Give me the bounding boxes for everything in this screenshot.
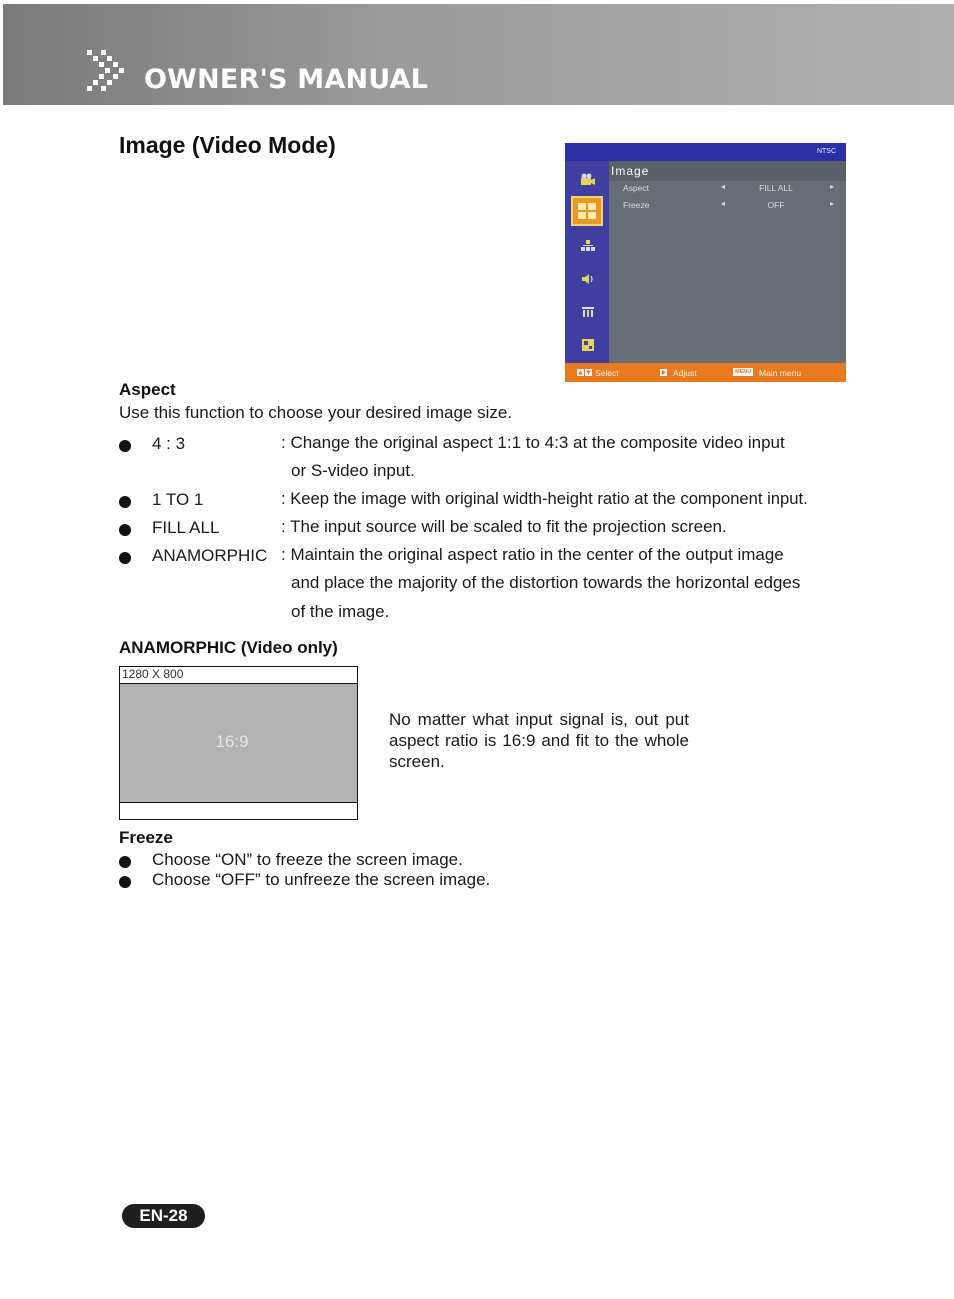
freeze-heading: Freeze xyxy=(119,828,173,847)
osd-footer-main-menu: Main menu xyxy=(759,368,802,378)
image-icon xyxy=(571,196,603,226)
aspect-desc-anamorphic-cont: and place the majority of the distortion towards the horizontal edges xyxy=(291,573,801,592)
aspect-heading: Aspect xyxy=(119,380,176,399)
aspect-desc-4-3: : Change the original aspect 1:1 to 4:3 at the composite video input xyxy=(281,433,785,452)
anamorphic-heading: ANAMORPHIC (Video only) xyxy=(119,638,338,657)
aspect-term-fill-all: FILL ALL xyxy=(152,518,220,537)
aspect-desc-fill-all: : The input source will be scaled to fit the projection screen. xyxy=(281,517,727,536)
bullet-icon xyxy=(119,496,131,508)
aspect-intro: Use this function to choose your desired image size. xyxy=(119,403,513,422)
aspect-screen-area xyxy=(120,683,357,803)
osd-row-value: FILL ALL xyxy=(759,183,793,193)
double-chevron-right-icon xyxy=(87,50,131,94)
settings-icon xyxy=(577,301,599,323)
osd-row-value: OFF xyxy=(767,200,785,210)
osd-menu-panel xyxy=(609,161,846,363)
osd-menu-title: Image xyxy=(611,164,650,178)
up-down-arrows-icon xyxy=(577,369,593,377)
aspect-term-1-to-1: 1 TO 1 xyxy=(152,490,204,509)
page-number: EN-28 xyxy=(122,1204,205,1228)
arrow-left-icon[interactable]: ◂ xyxy=(721,182,726,191)
osd-row-label: Aspect xyxy=(623,183,649,193)
osd-row-freeze[interactable] xyxy=(609,198,846,213)
osd-sidebar xyxy=(565,161,609,363)
aspect-desc-1-to-1: : Keep the image with original width-height ratio at the component input. xyxy=(281,489,808,508)
osd-footer-select: Select xyxy=(595,368,619,378)
osd-menu-header xyxy=(609,161,846,181)
speaker-icon xyxy=(577,268,599,290)
aspect-desc-anamorphic: : Maintain the original aspect ratio in the center of the output image xyxy=(281,545,784,564)
aspect-desc-anamorphic-cont2: of the image. xyxy=(291,602,390,621)
aspect-ratio-label: 16:9 xyxy=(215,732,249,751)
anamorphic-description: No matter what input signal is, out put aspect ratio is 16:9 and fit to the whole screen. xyxy=(389,710,689,771)
osd-menu-screenshot xyxy=(565,143,846,382)
anamorphic-diagram xyxy=(119,666,358,820)
osd-signal-label: NTSC xyxy=(816,148,836,155)
bullet-icon xyxy=(119,876,131,888)
info-icon xyxy=(577,334,599,356)
bullet-icon xyxy=(119,856,131,868)
osd-row-label: Freeze xyxy=(623,200,650,210)
network-icon xyxy=(577,235,599,257)
bullet-icon xyxy=(119,524,131,536)
freeze-item-off: Choose “OFF” to unfreeze the screen image. xyxy=(152,870,491,889)
bullet-icon xyxy=(119,440,131,452)
menu-key-badge: MENU xyxy=(735,369,752,375)
aspect-term-4-3: 4 : 3 xyxy=(152,434,186,453)
camera-icon xyxy=(577,169,599,191)
resolution-label: 1280 X 800 xyxy=(122,667,184,681)
arrow-right-icon[interactable]: ▸ xyxy=(830,182,835,191)
header-banner xyxy=(3,4,954,105)
arrow-right-icon[interactable]: ▸ xyxy=(830,199,835,208)
manual-title: OWNER'S MANUAL xyxy=(144,64,429,95)
osd-footer xyxy=(565,363,846,382)
osd-row-aspect[interactable] xyxy=(609,181,846,196)
aspect-desc-4-3-cont: or S-video input. xyxy=(291,461,415,480)
osd-top-bar xyxy=(565,143,846,161)
aspect-term-anamorphic: ANAMORPHIC xyxy=(152,546,268,565)
bullet-icon xyxy=(119,552,131,564)
arrow-left-icon[interactable]: ◂ xyxy=(721,199,726,208)
left-right-arrow-icon xyxy=(660,369,668,377)
osd-footer-adjust: Adjust xyxy=(673,368,697,378)
page-title: Image (Video Mode) xyxy=(119,132,336,158)
freeze-item-on: Choose “ON” to freeze the screen image. xyxy=(152,850,463,869)
